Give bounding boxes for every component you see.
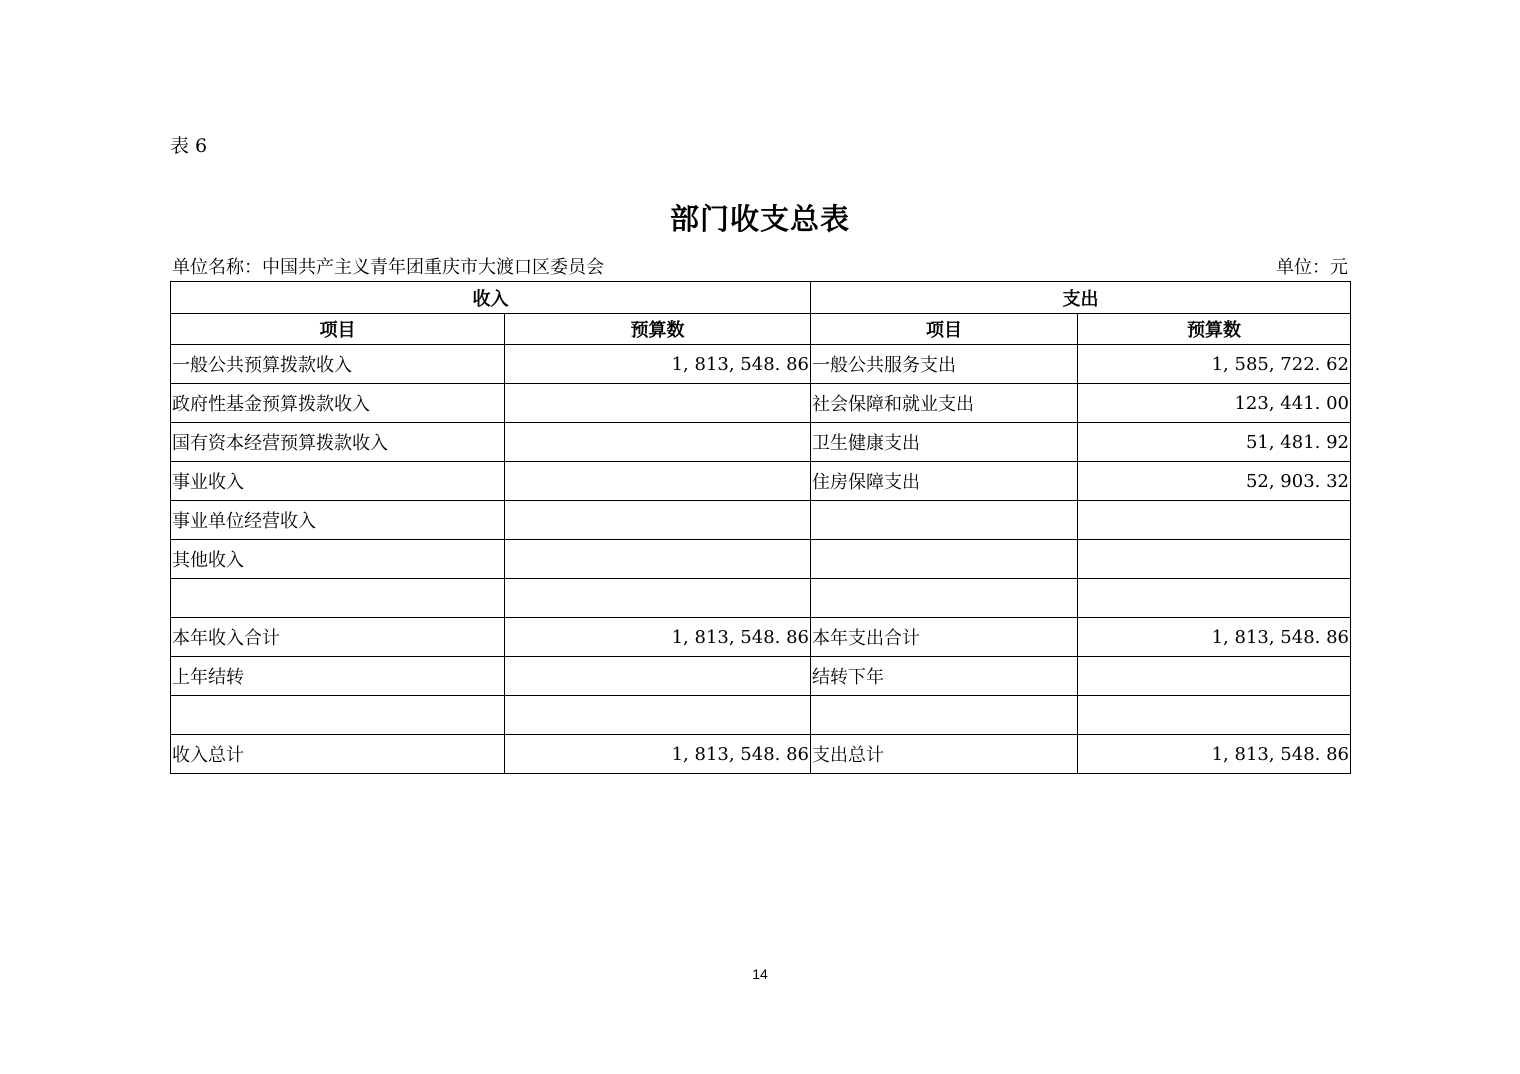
unit-info-row (172, 253, 1348, 279)
expense-amount: 1, 813, 548. 86 (1078, 735, 1351, 774)
income-budget-header: 预算数 (505, 314, 811, 345)
expense-amount: 51, 481. 92 (1078, 423, 1351, 462)
income-item: 事业收入 (171, 462, 505, 501)
income-amount (505, 384, 811, 423)
income-item: 上年结转 (171, 657, 505, 696)
table-row (171, 735, 1351, 774)
expense-amount (1078, 579, 1351, 618)
income-amount (505, 501, 811, 540)
income-amount (505, 579, 811, 618)
income-item (171, 579, 505, 618)
income-item: 事业单位经营收入 (171, 501, 505, 540)
unit-name: 单位名称：中国共产主义青年团重庆市大渡口区委员会 (172, 257, 604, 278)
table-label: 表 6 (170, 135, 208, 157)
expense-item: 住房保障支出 (811, 462, 1078, 501)
income-item-header: 项目 (171, 314, 505, 345)
income-item: 本年收入合计 (171, 618, 505, 657)
expense-header: 支出 (811, 282, 1351, 314)
expense-item: 社会保障和就业支出 (811, 384, 1078, 423)
expense-amount: 123, 441. 00 (1078, 384, 1351, 423)
expense-item (811, 540, 1078, 579)
expense-amount: 1, 813, 548. 86 (1078, 618, 1351, 657)
income-amount (505, 462, 811, 501)
table-column-header (171, 314, 1351, 345)
table-row (171, 618, 1351, 657)
income-item: 其他收入 (171, 540, 505, 579)
income-item: 政府性基金预算拨款收入 (171, 384, 505, 423)
income-amount (505, 423, 811, 462)
income-amount (505, 696, 811, 735)
table-row (171, 423, 1351, 462)
expense-amount: 52, 903. 32 (1078, 462, 1351, 501)
income-item: 国有资本经营预算拨款收入 (171, 423, 505, 462)
income-amount (505, 540, 811, 579)
table-row (171, 501, 1351, 540)
expense-item (811, 696, 1078, 735)
income-amount (505, 657, 811, 696)
page-number: 14 (752, 966, 768, 982)
table-row (171, 540, 1351, 579)
expense-amount (1078, 696, 1351, 735)
expense-budget-header: 预算数 (1078, 314, 1351, 345)
budget-summary-table (170, 281, 1351, 774)
expense-amount (1078, 540, 1351, 579)
income-item (171, 696, 505, 735)
expense-item: 本年支出合计 (811, 618, 1078, 657)
expense-amount (1078, 501, 1351, 540)
expense-item (811, 579, 1078, 618)
table-row (171, 462, 1351, 501)
expense-amount: 1, 585, 722. 62 (1078, 345, 1351, 384)
expense-item: 结转下年 (811, 657, 1078, 696)
income-item: 收入总计 (171, 735, 505, 774)
income-amount: 1, 813, 548. 86 (505, 735, 811, 774)
expense-item-header: 项目 (811, 314, 1078, 345)
table-row (171, 696, 1351, 735)
unit-currency: 单位：元 (1276, 257, 1348, 278)
income-item: 一般公共预算拨款收入 (171, 345, 505, 384)
table-row (171, 345, 1351, 384)
income-amount: 1, 813, 548. 86 (505, 618, 811, 657)
income-header: 收入 (171, 282, 811, 314)
page-title: 部门收支总表 (669, 202, 850, 236)
expense-amount (1078, 657, 1351, 696)
table-group-header (171, 282, 1351, 314)
income-amount: 1, 813, 548. 86 (505, 345, 811, 384)
expense-item (811, 501, 1078, 540)
expense-item: 一般公共服务支出 (811, 345, 1078, 384)
expense-item: 卫生健康支出 (811, 423, 1078, 462)
table-row (171, 657, 1351, 696)
table-row (171, 579, 1351, 618)
expense-item: 支出总计 (811, 735, 1078, 774)
table-row (171, 384, 1351, 423)
